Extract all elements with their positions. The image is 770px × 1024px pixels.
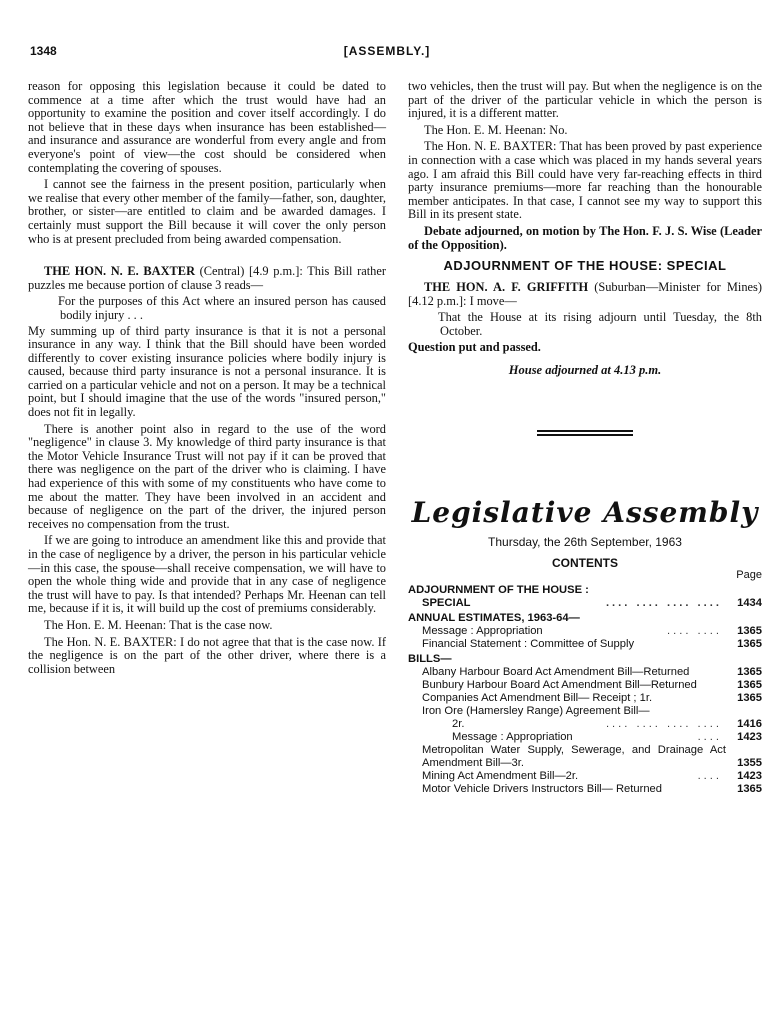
section-heading: ADJOURNMENT OF THE HOUSE: SPECIAL [443, 258, 727, 274]
section-divider [537, 430, 633, 436]
page-column-label: Page [736, 568, 762, 581]
page-number: 1348 [30, 44, 57, 58]
list-item: Companies Act Amendment Bill— Receipt ; 1r. 1365 [422, 692, 762, 705]
list-item: Motor Vehicle Drivers Instructors Bill— Returned 1365 [422, 783, 762, 796]
paragraph: I cannot see the fairness in the present position, particularly when we realise that every other member of the family—father, son, daughter, brother, or sister—are entitled to claim and be awarded damages. I certainly must support the Bill because it will cover the only person who is at present precluded from being awarded compensation. [28, 177, 386, 246]
debate-adjourned: Debate adjourned, on motion by The Hon. F. J. S. Wise (Leader of the Opposition). [408, 223, 762, 252]
paragraph: My summing up of third party insurance is that it is not a personal insurance in any way. I think that the Bill should have been worded differently to cover existing insurance policies where bodily injury is caused, because third party insurance is not a personal insurance. It is carried on a particular vehicle and not on a person. It may be a technical point, but I should imagine that the use of the words "insured person," does not fit in legally. [28, 323, 386, 420]
quoted-clause: For the purposes of this Act where an insured person has caused bodily injury . . . [58, 294, 386, 322]
sitting-date: Thursday, the 26th September, 1963 [488, 534, 682, 549]
legislative-assembly-title: Legislative Assembly [411, 495, 759, 529]
list-item: Albany Harbour Board Act Amendment Bill—Returned 1365 [422, 666, 762, 679]
list-item: Iron Ore (Hamersley Range) Agreement Bill— [422, 705, 650, 718]
interjection: The Hon. E. M. Heenan: No. [424, 122, 568, 137]
house-adjourned: House adjourned at 4.13 p.m. [508, 363, 662, 378]
contents-heading: CONTENTS [552, 556, 618, 571]
list-item: Mining Act Amendment Bill—2r. .... 1423 [422, 770, 762, 783]
right-column [408, 80, 762, 796]
list-item: Financial Statement : Committee of Supply 1365 [422, 638, 762, 651]
interjection: The Hon. E. M. Heenan: That is the case now. [44, 617, 273, 632]
list-item: BILLS— [408, 653, 452, 666]
paragraph: If we are going to introduce an amendment like this and provide that in the case of negligence by a driver, the person in his particular vehicle—in this case, the spouse—shall receive compensation, we will have to open the whole thing wide and provide that in any case of negligence the trust will have to pay. Is that intended? Perhaps Mr. Heenan can tell me, because if it is, it will build up the cost of premiums considerably. [28, 533, 386, 616]
paragraph: The Hon. N. E. BAXTER: That has been proved by past experience in connection with a case which was placed in my hands several years ago. I am afraid this Bill could have very far-reaching effects in third party insurance premiums—more far reaching than the honourable member anticipates. In that case, I cannot see my way to support this Bill in its present state. [408, 139, 762, 222]
motion-text: That the House at its rising adjourn until Tuesday, the 8th October. [438, 310, 762, 338]
list-item: Metropolitan Water Supply, Sewerage, and Drainage Act Amendment Bill—3r. 1355 [422, 744, 762, 770]
list-item: Bunbury Harbour Board Act Amendment Bill—Returned 1365 [422, 679, 762, 692]
list-item: Message : Appropriation .... .... 1365 [422, 625, 762, 638]
paragraph: The Hon. N. E. BAXTER: I do not agree that that is the case now. If the negligence is on the part of the other driver, where there is a collision between [28, 634, 386, 676]
list-item: 2r. .... .... .... .... 1416 [452, 718, 762, 731]
paragraph: reason for opposing this legislation because it could be dated to commence at a time after which the trust would have had an opportunity to examine the position and cover itself accordingly. I do not believe that in these days when insurance has been established—and insurance and assurance are wonderful from every angle and from everyone's point of view—the cost should be considered when contemplating the covering of spouses. [28, 79, 386, 175]
speech-griffith: THE HON. A. F. GRIFFITH (Suburban—Minister for Mines) [4.12 p.m.]: I move— [408, 280, 762, 308]
list-item: Message : Appropriation .... 1423 [452, 731, 762, 744]
paragraph: two vehicles, then the trust will pay. But when the negligence is on the part of the driver of the particular vehicle in which the person is injured, it is a different matter. [408, 79, 762, 121]
speaker-name: THE HON. A. F. GRIFFITH [424, 280, 589, 295]
page-header [28, 44, 746, 62]
paragraph: There is another point also in regard to the use of the word "negligence" in clause 3. My knowledge of third party insurance is that the Motor Vehicle Insurance Trust will not pay if it can be proved that there was negligence on the part of the driver who is claiming. I have had experience of this with some of my constituents who have come to me about the matter. They have been involved in an accident and because of negligence on the part of the driver, the injured person receives no compensation from the trust. [28, 421, 386, 531]
list-item: ADJOURNMENT OF THE HOUSE : [408, 584, 589, 597]
speaker-name: THE HON. N. E. BAXTER [44, 264, 196, 279]
question-result: Question put and passed. [408, 339, 541, 354]
speech-baxter: THE HON. N. E. BAXTER (Central) [4.9 p.m.]: This Bill rather puzzles me because portion of clause 3 reads— [28, 264, 386, 292]
contents-list [408, 584, 762, 796]
list-item: ANNUAL ESTIMATES, 1963-64— [408, 612, 580, 625]
list-item: SPECIAL .... .... .... .... 1434 [422, 597, 762, 610]
running-title: [ASSEMBLY.] [343, 44, 431, 58]
left-column [28, 80, 386, 679]
